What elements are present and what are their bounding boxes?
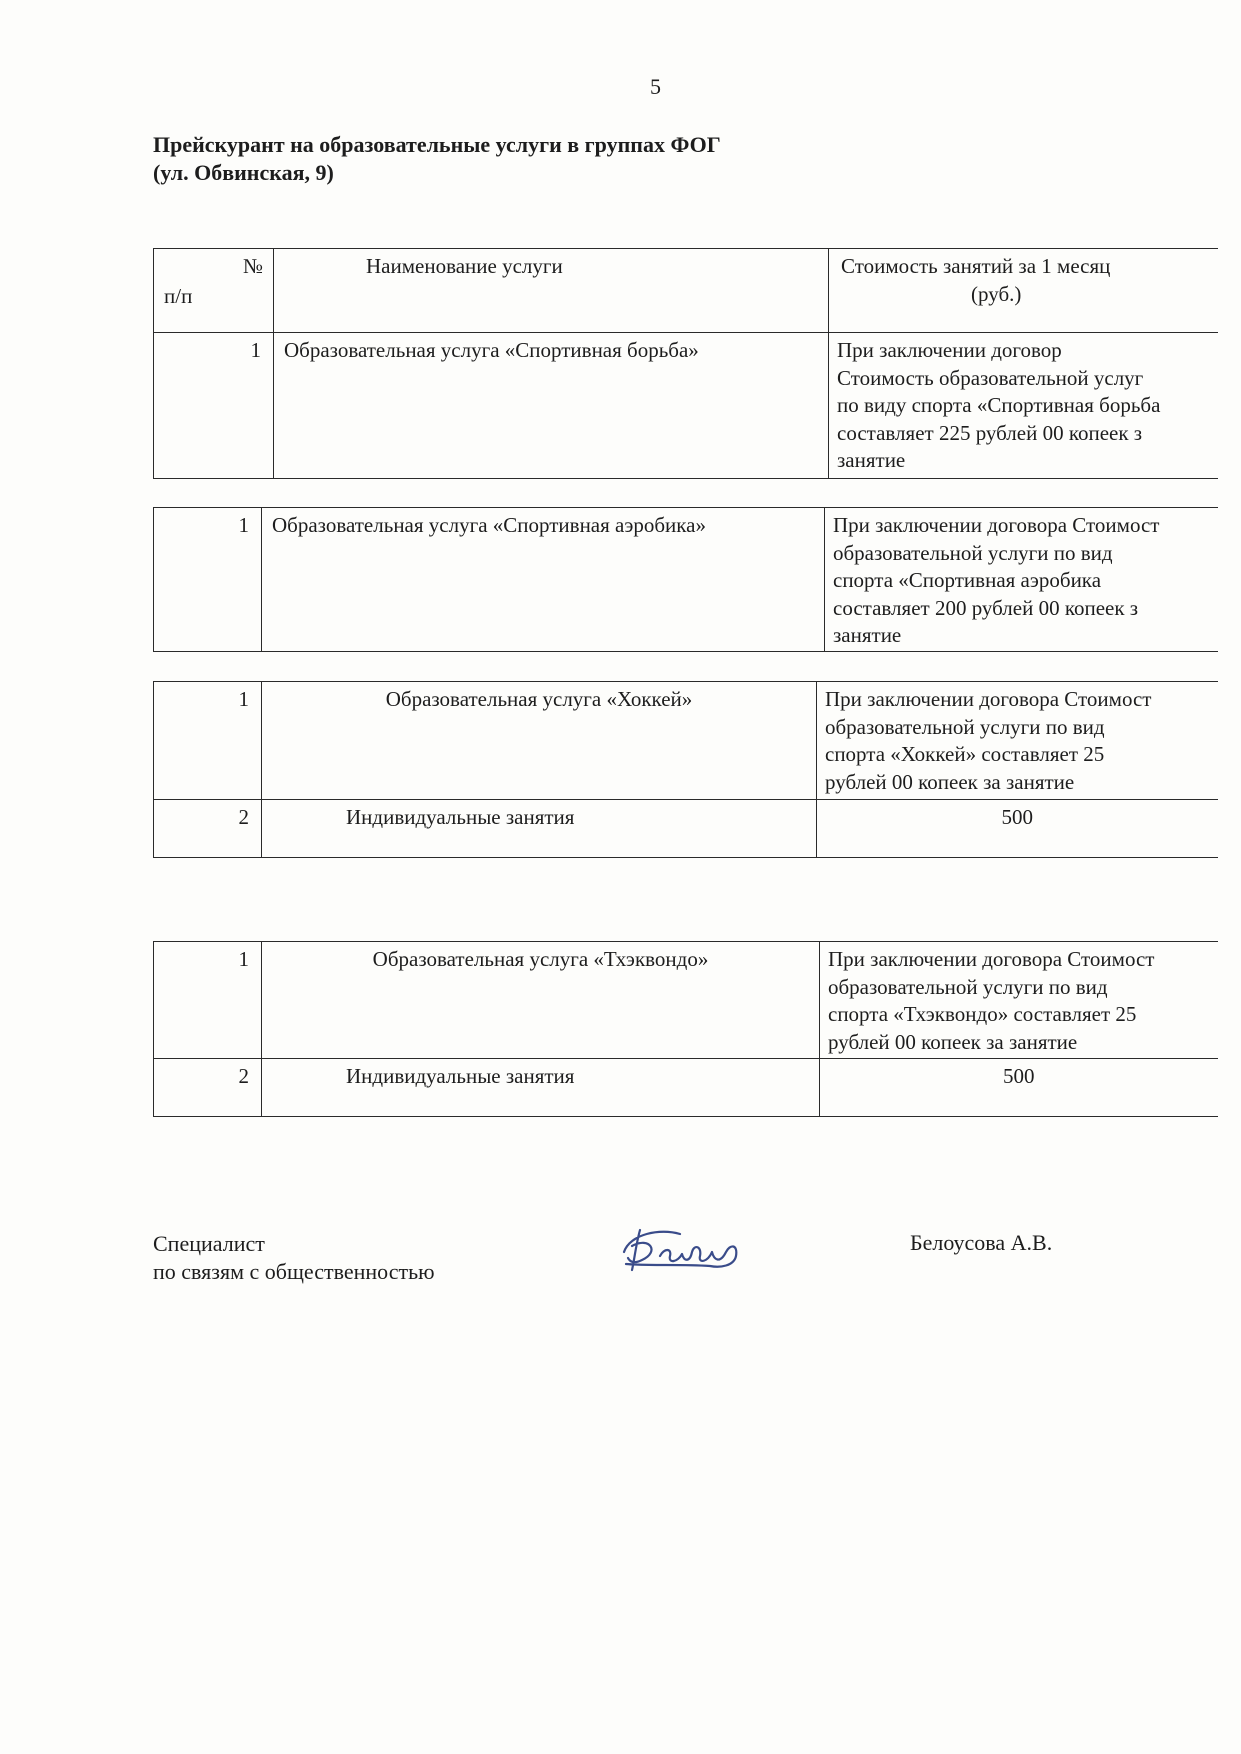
service-name: Образовательная услуга «Тхэквондо» <box>262 942 820 1059</box>
service-name: Индивидуальные занятия <box>262 800 817 858</box>
header-number-sign: № <box>242 254 263 278</box>
table-row <box>154 942 1218 1059</box>
service-price: 500 <box>820 1059 1218 1117</box>
price-line: составляет 200 рублей 00 копеек з <box>833 595 1139 620</box>
signatory-position <box>153 1230 435 1286</box>
handwritten-signature <box>620 1222 750 1277</box>
row-number: 2 <box>154 1059 262 1117</box>
price-line: При заключении договора Стоимост <box>825 687 1152 711</box>
header-number <box>154 249 274 333</box>
price-line: спорта «Спортивная аэробика <box>833 568 1102 592</box>
service-price <box>817 682 1218 800</box>
price-line: рублей 00 копеек за занятие <box>825 769 1075 794</box>
title-line-2: (ул. Обвинская, 9) <box>153 160 334 185</box>
price-line: Стоимость образовательной услуг <box>837 365 1144 390</box>
position-line-2: по связям с общественностью <box>153 1259 435 1284</box>
document-title <box>153 131 721 187</box>
service-name: Образовательная услуга «Хоккей» <box>262 682 817 800</box>
price-line: рублей 00 копеек за занятие <box>828 1029 1078 1054</box>
table-row <box>154 1059 1218 1117</box>
price-line: спорта «Тхэквондо» составляет 25 <box>828 1002 1137 1026</box>
service-name: Образовательная услуга «Спортивная аэробика» <box>262 508 825 652</box>
service-name: Индивидуальные занятия <box>262 1059 820 1117</box>
header-cost-line-2: (руб.) <box>971 281 1022 306</box>
header-cost-line-1: Стоимость занятий за 1 месяц <box>841 254 1111 278</box>
table-row <box>154 800 1218 858</box>
price-line: составляет 225 рублей 00 копеек з <box>837 420 1143 445</box>
price-line: спорта «Хоккей» составляет 25 <box>825 742 1105 766</box>
table-header-row <box>154 249 1218 333</box>
position-line-1: Специалист <box>153 1231 265 1256</box>
price-line: занятие <box>837 448 906 472</box>
price-line: образовательной услуги по вид <box>825 714 1105 739</box>
row-number: 1 <box>154 508 262 652</box>
signatory-name: Белоусова А.В. <box>910 1230 1053 1255</box>
header-cost <box>829 249 1218 333</box>
price-table-aerobics <box>153 507 1218 652</box>
price-line: При заключении договора Стоимост <box>833 513 1160 537</box>
row-number: 2 <box>154 800 262 858</box>
price-table-taekwondo <box>153 941 1218 1117</box>
price-line: При заключении договора Стоимост <box>828 947 1155 971</box>
price-line: При заключении договор <box>837 338 1062 362</box>
price-line: образовательной услуги по вид <box>833 540 1113 565</box>
service-name: Образовательная услуга «Спортивная борьба» <box>274 333 829 479</box>
table-row <box>154 333 1218 479</box>
service-price <box>829 333 1218 479</box>
price-line: занятие <box>833 623 902 647</box>
title-line-1: Прейскурант на образовательные услуги в группах ФОГ <box>153 132 721 157</box>
price-line: образовательной услуги по вид <box>828 974 1108 999</box>
row-number: 1 <box>154 682 262 800</box>
table-row <box>154 508 1218 652</box>
price-line: по виду спорта «Спортивная борьба <box>837 393 1161 417</box>
price-table-wrestling <box>153 248 1218 479</box>
row-number: 1 <box>154 333 274 479</box>
header-service-name: Наименование услуги <box>274 249 829 333</box>
row-number: 1 <box>154 942 262 1059</box>
service-price <box>825 508 1218 652</box>
service-price <box>820 942 1218 1059</box>
page-number: 5 <box>650 74 661 99</box>
table-row <box>154 682 1218 800</box>
header-number-abbr: п/п <box>164 284 193 308</box>
price-table-hockey <box>153 681 1218 858</box>
service-price: 500 <box>817 800 1218 858</box>
